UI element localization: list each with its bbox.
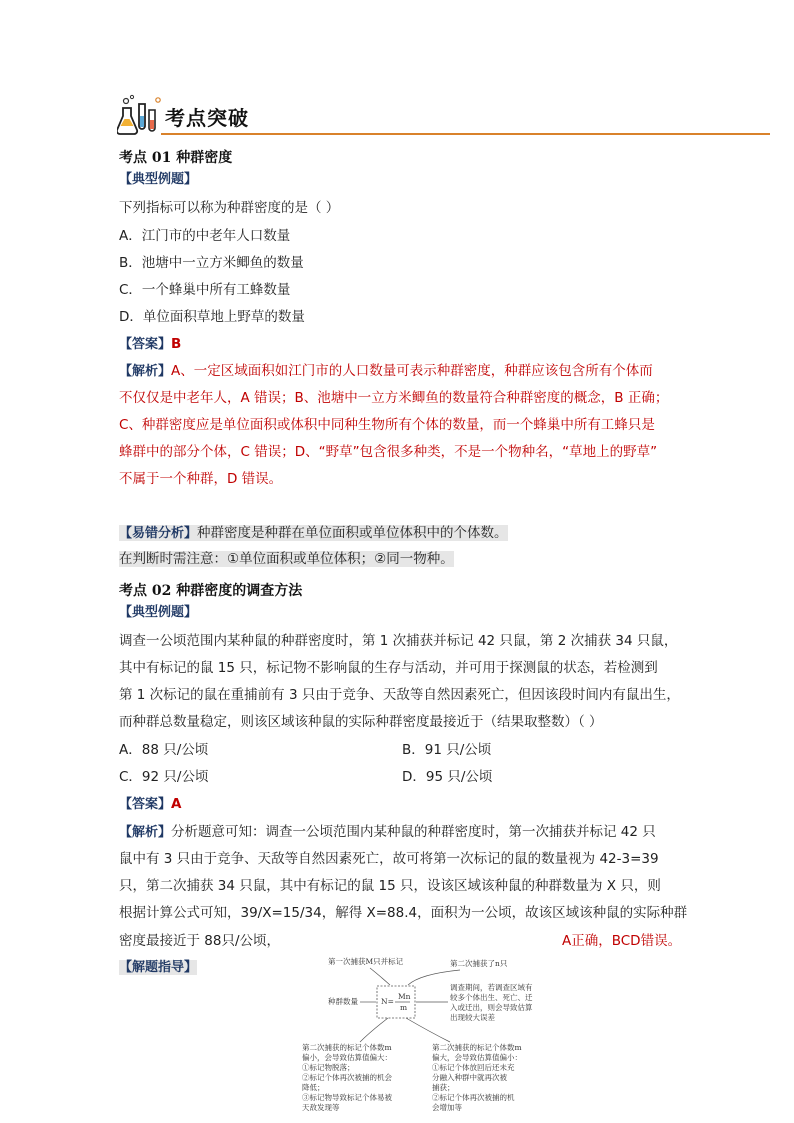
kp1-analysis-line-2: 不仅仅是中老年人，A 错误；B、池塘中一立方米鲫鱼的数量符合种群密度的概念，B 正确； bbox=[119, 390, 669, 406]
kp1-answer bbox=[119, 335, 181, 354]
kp2-analysis-tail: A正确，BCD错误。 bbox=[562, 933, 682, 949]
kp1-title: 考点 01 种群密度 bbox=[119, 150, 233, 166]
kp1-option-a: A．江门市的中老年人口数量 bbox=[119, 228, 291, 244]
kp1-example-tag: 【典型例题】 bbox=[119, 172, 198, 187]
diagram-bottom-left-line-5: 降低； bbox=[302, 1083, 325, 1092]
kp2-guide-tag bbox=[119, 959, 197, 977]
diagram-right-line-2: 较多个体出生、死亡、迁 bbox=[450, 993, 533, 1002]
kp2-option-c: C．92 只/公顷 bbox=[119, 769, 209, 785]
section-header bbox=[117, 94, 770, 138]
error-text: 种群密度是种群在单位面积或单位体积中的个体数。 bbox=[197, 525, 508, 541]
section-title: 考点突破 bbox=[165, 106, 249, 130]
kp1-analysis-line-3: C、种群密度应是单位面积或体积中同种生物所有个体的数量，而一个蜂巢中所有工蜂只是 bbox=[119, 417, 655, 433]
analysis-tag: 【解析】 bbox=[119, 364, 172, 379]
lab-flask-icon bbox=[117, 94, 165, 136]
diagram-bottom-left-line-4: ②标记个体再次被捕的机会 bbox=[302, 1073, 392, 1082]
header-divider bbox=[161, 133, 770, 135]
diagram-top-right: 第二次捕获了n只 bbox=[450, 959, 508, 968]
diagram-right-line-3: 入或迁出，则会导致估算 bbox=[450, 1003, 533, 1012]
guide-tag: 【解题指导】 bbox=[119, 960, 198, 975]
analysis-text: A、一定区域面积如江门市的人口数量可表示种群密度，种群应该包含所有个体而 bbox=[171, 363, 653, 379]
answer-value: B bbox=[171, 336, 182, 352]
diagram-bottom-left-line-1: 第二次捕获的标记个体数m bbox=[302, 1043, 392, 1052]
kp2-question-line-2: 其中有标记的鼠 15 只，标记物不影响鼠的生存与活动，并可用于探测鼠的状态，若检测到 bbox=[119, 660, 658, 676]
kp2-option-d: D．95 只/公顷 bbox=[402, 769, 493, 785]
formula-denominator: m bbox=[400, 1003, 408, 1012]
kp2-option-b: B．91 只/公顷 bbox=[402, 742, 492, 758]
analysis-tag: 【解析】 bbox=[119, 825, 172, 840]
diagram-left: 种群数量 bbox=[328, 997, 358, 1006]
diagram-bottom-left-line-7: 天敌发现等 bbox=[302, 1103, 340, 1112]
kp2-analysis-line-2: 鼠中有 3 只由于竞争、天敌等自然因素死亡，故可将第一次标记的鼠的数量视为 42-3=39 bbox=[119, 851, 659, 867]
kp1-option-d: D．单位面积草地上野草的数量 bbox=[119, 309, 305, 325]
kp2-example-tag: 【典型例题】 bbox=[119, 605, 198, 620]
diagram-top-left: 第一次捕获M只并标记 bbox=[328, 957, 404, 966]
mark-recapture-diagram bbox=[300, 952, 550, 1122]
diagram-bottom-right-line-2: 偏大，会导致估算值偏小： bbox=[432, 1053, 522, 1062]
diagram-bottom-right-line-3: ①标记个体放回后还未充 bbox=[432, 1063, 515, 1072]
formula-numerator: Mn bbox=[398, 992, 411, 1001]
kp1-error-analysis bbox=[119, 524, 508, 543]
kp1-option-b: B．池塘中一立方米鲫鱼的数量 bbox=[119, 255, 304, 271]
kp2-analysis-line-3: 只，第二次捕获 34 只鼠，其中有标记的鼠 15 只，设该区域该种鼠的种群数量为 X 只，则 bbox=[119, 878, 661, 894]
formula-n: N= bbox=[381, 997, 394, 1006]
diagram-bottom-right-line-6: ②标记个体再次被捕的机 bbox=[432, 1093, 515, 1102]
diagram-bottom-left-line-2: 偏小，会导致估算值偏大： bbox=[302, 1053, 392, 1062]
kp2-analysis-line-4: 根据计算公式可知，39/X=15/34，解得 X=88.4，面积为一公顷，故该区域该种鼠的实际种群 bbox=[119, 905, 688, 921]
answer-tag: 【答案】 bbox=[119, 337, 172, 352]
error-highlight bbox=[119, 525, 508, 541]
kp2-answer bbox=[119, 795, 181, 814]
diagram-bottom-right-line-1: 第二次捕获的标记个体数m bbox=[432, 1043, 522, 1052]
kp1-analysis-line-4: 蜂群中的部分个体，C 错误；D、“野草”包含很多种类，不是一个物种名，“草地上的野草” bbox=[119, 444, 658, 460]
kp2-option-a: A．88 只/公顷 bbox=[119, 742, 209, 758]
kp1-note bbox=[119, 550, 454, 568]
diagram-bottom-right-line-5: 捕获； bbox=[432, 1083, 455, 1092]
kp1-option-c: C．一个蜂巢中所有工蜂数量 bbox=[119, 282, 291, 298]
kp2-analysis-line-1 bbox=[119, 823, 656, 842]
diagram-bottom-right-line-7: 会增加等 bbox=[432, 1103, 462, 1112]
diagram-right-line-4: 出现较大误差 bbox=[450, 1013, 495, 1022]
kp2-question-line-1: 调查一公顷范围内某种鼠的种群密度时，第 1 次捕获并标记 42 只鼠，第 2 次捕获 34 只鼠， bbox=[119, 633, 678, 649]
kp2-question-line-4: 而种群总数量稳定，则该区域该种鼠的实际种群密度最接近于（结果取整数）（ ） bbox=[119, 714, 603, 730]
answer-tag: 【答案】 bbox=[119, 797, 172, 812]
diagram-bottom-right-line-4: 分融入种群中就再次被 bbox=[432, 1073, 507, 1082]
answer-value: A bbox=[171, 796, 182, 812]
error-tag: 【易错分析】 bbox=[119, 526, 198, 541]
diagram-connectors bbox=[360, 968, 460, 1042]
kp1-question: 下列指标可以称为种群密度的是（ ） bbox=[119, 200, 340, 216]
diagram-bottom-left-line-3: ①标记物脱落； bbox=[302, 1063, 355, 1072]
kp2-analysis-line-5: 密度最接近于 88只/公顷， bbox=[119, 933, 281, 949]
kp1-analysis-line-1 bbox=[119, 362, 653, 381]
analysis-text: 分析题意可知：调查一公顷范围内某种鼠的种群密度时，第一次捕获并标记 42 只 bbox=[171, 824, 656, 840]
note-text: 在判断时需注意：①单位面积或单位体积；②同一物种。 bbox=[119, 551, 454, 567]
kp2-question-line-3: 第 1 次标记的鼠在重捕前有 3 只由于竞争、天敌等自然因素死亡，但因该段时间内有鼠出生， bbox=[119, 687, 680, 703]
kp2-title: 考点 02 种群密度的调查方法 bbox=[119, 583, 303, 599]
diagram-bottom-left-line-6: ③标记物导致标记个体易被 bbox=[302, 1093, 392, 1102]
diagram-right-line-1: 调查期间，若调查区域有 bbox=[450, 983, 533, 992]
kp1-analysis-line-5: 不属于一个种群，D 错误。 bbox=[119, 471, 283, 487]
